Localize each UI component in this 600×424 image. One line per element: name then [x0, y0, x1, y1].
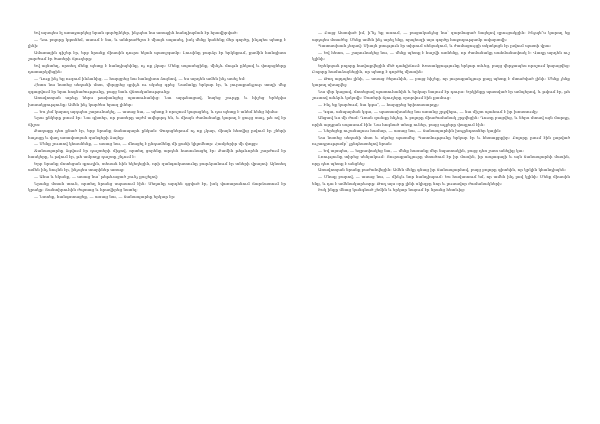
paragraph: Հետո նա նստեց սեղանի մոտ, վերցրեց գրիչն ու սկսեց գրել։ Նամակը երկար էր, և յուրաքանչյուր տողի մեջ զգացվում էր նրա հոգնածությունը, բայց նաև վճռականությունը։ [28, 82, 286, 94]
paragraph: Նրա ընկերը լռում էր։ Նա գիտեր, որ բառերը այժմ ավելորդ են, և միայն ժամանակը կարող է ցույց տալ, թե ով էր ճիշտ։ [28, 115, 286, 127]
paragraph: Քաղաքը դեռ քնած էր, երբ նրանք ճանապարհ ընկան։ Փողոցներում ոչ ոք չկար, միայն հեռվից լսվում էր շների հաչոցը և վաղ առավոտյան զանգերի ձայնը։ [28, 128, 286, 140]
paragraph: — Ինչ եք կարծում, նա կգա՞, — հարցրեց երիտասարդը։ [318, 102, 439, 108]
paragraph: Եվ այնտեղ, որտեղ մենք պետք է հանդիպեինք, ոչ ոք չկար։ Մենք սպասեցինք, մինչև մութն ընկավ և փողոցները դատարկվեցին։ [28, 62, 286, 75]
paragraph: Առավոտյան նրանք բաժանվեցին։ Ամեն մեկը գնաց իր ճանապարհով, բայց բոլորը գիտեին, որ կրկին կհանդիպեն։ [318, 167, 566, 173]
paragraph: Իսկ ինքը մնաց կանգնած շեմին և երկար նայում էր նրանց հետևից։ [318, 187, 466, 193]
paragraph: Ամառային գիշեր էր, երբ նրանք միասին դուրս եկան պատշգամբ։ Լուսինը բարձր էր երկնքում, քամին հանգիստ շարժում էր ծառերի ճյուղերը։ [28, 49, 286, 62]
paragraph: — Մնաք բարով, — ասաց նա, — մինչև նոր հանդիպում։ Ես հավատում եմ, որ ամեն ինչ լավ կլինի։ Մենք միասին ենք, և դա է ամենակարևորը։ Թող այս օրը լինի սկիզբը նոր և լուսավոր ժամանակների։ [312, 174, 570, 186]
paragraph: — Թող այդպես լինի, — ասաց ծերունին, — բայց հիշեք, որ յուրաքանչյուր քայլ պետք է մտածված լինի։ Մենք չենք կարող սխալվել։ [312, 75, 570, 88]
paragraph: Երբ նրանք մոտեցան գյուղին, տեսան հին եկեղեցին, որի զանգակատունը բարձրանում էր տների վրայով։ Այնտեղ ամեն ինչ նույնն էր, ինչպես տարիներ առաջ։ [28, 160, 286, 173]
paragraph: Լռությունը տիրեց սենյակում։ Յուրաքանչյուրը մտածում էր իր մասին, իր ապագայի և այն ճանապարհի մասին, որը դեռ պետք է անցնել։ [312, 154, 570, 166]
paragraph: — Դուք ինչ եք ուզում ինձանից, — հարցրեց նա հանգիստ ձայնով, — ես արդեն ամեն ինչ ասել եմ։ [34, 75, 246, 81]
paragraph: — Բայց Աստված իմ, ի՞նչ եք ասում, — բացականչեց նա՝ զարմացած նայելով զրուցակցին։ Ինչպե՞ս կարող եք այդպես մտածել։ Մենք ամեն ինչ արել ենք, որպեսզի այս գործը հաջողությամբ ավարտվի։ [312, 30, 570, 42]
paragraph: — Ներեցեք ուշանալուս համար, — ասաց նա, — ճանապարհին խոչընդոտներ կային։ [318, 128, 502, 134]
paragraph: — Դու բոլորը կգտնեմ, ասում է նա, և անհրաժեշտ է միայն սպասել, իսկ մենք կանենք մեր գործը, ինչպես պետք է լինի։ [28, 36, 286, 49]
paragraph: Եվ այսպես էլ առաջարկեց նրան գործընկեր, ինչպես նա առաջին հանդիպման էր հրավիրված։ [34, 30, 238, 35]
paragraph: Նա վեր կացավ, մոտեցավ պատուհանին և երկար նայում էր դուրս։ Երկինքը պատված էր ամպերով, և թվում էր, թե շուտով անձրև կսկսվի։ Ծառերի ճյուղերը օրորվում էին քամուց։ [312, 88, 570, 101]
paragraph: — Նստեք, հանգստացեք, — ասաց նա, — ճանապարհը երկար էր։ [34, 193, 176, 199]
paragraph: — Մենք շուտով կհասնենք, — ասաց նա, — մնացել է ընդամենը մի քանի կիլոմետր։ Համբերիր մի փոքր։ [34, 141, 259, 147]
paragraph: Ճանապարհը ձգվում էր դաշտերի միջով, որտեղ ցորենը արդեն հասունացել էր։ Քամին թեթևորեն շարժում էր հասկերը, և թվում էր, թե ամբողջ դաշտը շնչում է։ [28, 147, 286, 160]
paragraph: — Ահա և եկանք, — ասաց նա՝ թեթևացած շունչ քաշելով։ [34, 174, 159, 180]
paragraph: Նա նստեց սեղանի մոտ և սկսեց պատմել։ Պատմությունը երկար էր և հետաքրքիր։ Բոլորը լսում էին լարված ուշադրությամբ՝ չընդհատելով նրան։ [312, 134, 570, 147]
paragraph: Առավոտյան արևը ներս թափանցեց պատուհանից։ Նա արթնացավ, նայեց շուրջը և հիշեց երեկվա խոսակցությունը։ Ամեն ինչ կարծես երազ լիներ։ [28, 95, 286, 108]
paragraph: — Եվ այսպես, — եզրափակեց նա, — մենք հասանք մեր նպատակին, բայց դեռ շատ անելիք կա։ [318, 147, 524, 153]
paragraph: Երեկոյան բոլորը հավաքվեցին մեծ դահլիճում։ Խոսակցությունը երկար տևեց, բայց վերջապես որոշում կայացվեց։ Բոլորը համաձայնեցին, որ պետք է գործել միասին։ [312, 62, 570, 75]
paragraph: Պատասխան չեղավ։ Միայն լռություն էր տիրում սենյակում, և ժամացույցի տկտկոցն էր լսվում պատի վրա։ [318, 43, 552, 49]
paragraph: Նրանք մտան տուն, որտեղ նրանց սպասում էին։ Սեղանը արդեն գցված էր, իսկ վառարանում ճարճատում էր կրակը։ Տանտիրուհին ժպտաց և հրավիրեց նստել։ [28, 180, 286, 193]
paragraph: Անցավ ևս մի ժամ։ Դռան զանգը հնչեց, և բոլորը միաժամանակ շրջվեցին։ Դուռը բացվեց, և ներս մտավ այն մարդը, որին այդքան սպասում էին։ Նա հոգնած տեսք ուներ, բայց աչքերը փայլում էին։ [312, 115, 570, 127]
paragraph: — Կգա, անպայման կգա, — պատասխանեց նա առանց շրջվելու, — նա միշտ պահում է իր խոստումը։ [318, 108, 539, 114]
paragraph: — Եվ հետո, — շարունակեց նա, — մենք պետք է հաշվի առնենք, որ ժամանակը սահմանափակ է։ Վաղը արդեն ուշ կլինի։ [312, 49, 570, 62]
right-text-column [312, 30, 570, 414]
paragraph: — Ես չեմ կարող այդպես շարունակել, — ասաց նա, — պետք է որոշում կայացնել, և դա պետք է անեմ հենց հիմա։ [34, 108, 279, 114]
left-text-column [28, 30, 286, 414]
